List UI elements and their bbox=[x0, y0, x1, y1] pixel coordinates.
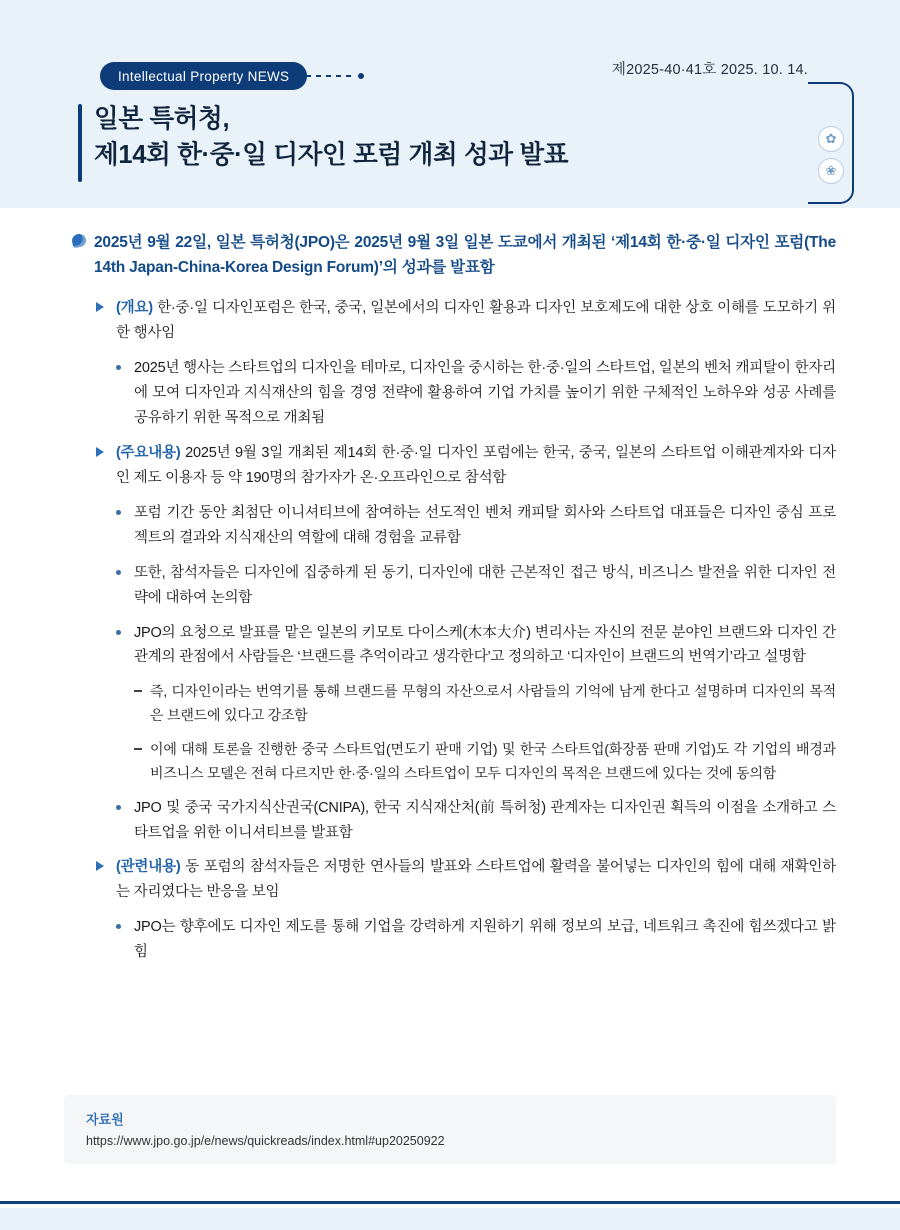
list-item bbox=[72, 230, 836, 280]
dot-icon bbox=[116, 796, 134, 810]
blue-ball-icon bbox=[72, 230, 94, 247]
list-item bbox=[134, 738, 836, 786]
list-item-label: (주요내용) bbox=[116, 444, 181, 461]
list-item bbox=[96, 441, 836, 491]
list-item-text: 포럼 기간 동안 최첨단 이니셔티브에 참여하는 선도적인 벤처 캐피탈 회사와 스타트업 대표들은 디자인 중심 프로젝트의 결과와 지식재산의 역할에 대해 경험을 교류함 bbox=[134, 504, 836, 546]
page-title-line1: 일본 특허청, bbox=[94, 105, 230, 133]
dash-icon bbox=[134, 680, 150, 692]
list-item-text bbox=[116, 441, 836, 491]
news-badge: Intellectual Property NEWS bbox=[100, 62, 307, 90]
dot-icon bbox=[116, 621, 134, 635]
dot-icon bbox=[116, 561, 134, 575]
list-item-body: 동 포럼의 참석자들은 저명한 연사들의 발표와 스타트업에 활력을 불어넣는 디자인의 힘에 대해 재확인하는 자리였다는 반응을 보임 bbox=[116, 859, 836, 901]
footer-rule bbox=[0, 1201, 900, 1204]
list-item bbox=[116, 561, 836, 611]
list-item-text: 즉, 디자인이라는 번역기를 통해 브랜드를 무형의 자산으로서 사람들의 기억에 남게 한다고 설명하며 디자인의 목적은 브랜드에 있다고 강조함 bbox=[150, 683, 836, 724]
list-item-text: 이에 대해 토론을 진행한 중국 스타트업(면도기 판매 기업) 및 한국 스타트업(화장품 판매 기업)도 각 기업의 배경과 비즈니스 모델은 전혀 다르지만 한·중·일의 스타트업이 모두 디자인의 목적은 브랜드에 있다는 것에 동의함 bbox=[150, 741, 836, 781]
list-item-body: 2025년 9월 3일 개최된 제14회 한·중·일 디자인 포럼에는 한국, 중국, 일본의 스타트업 이해관계자와 디자인 제도 이용자 등 약 190명의 참가자가 온·오프라인으로 참석함 bbox=[116, 444, 836, 486]
triangle-icon bbox=[96, 296, 116, 312]
list-item bbox=[116, 796, 836, 846]
list-item bbox=[116, 915, 836, 965]
list-item-text: 또한, 참석자들은 디자인에 집중하게 된 동기, 디자인에 대한 근본적인 접근 방식, 비즈니스 발전을 위한 디자인 전략에 대하여 논의함 bbox=[134, 564, 836, 606]
flower-icon: ❀ bbox=[818, 158, 844, 184]
dot-end-icon bbox=[358, 73, 364, 79]
dot-icon bbox=[116, 915, 134, 929]
list-item bbox=[116, 501, 836, 551]
list-item bbox=[116, 356, 836, 431]
dot-icon bbox=[116, 356, 134, 370]
header-inner bbox=[0, 0, 900, 208]
article-body bbox=[0, 230, 900, 975]
header-band bbox=[0, 0, 900, 208]
page-title-line2: 제14회 한·중·일 디자인 포럼 개최 성과 발표 bbox=[94, 141, 569, 170]
list-item bbox=[96, 855, 836, 905]
dotted-line bbox=[306, 75, 356, 77]
title-accent-bar bbox=[78, 104, 82, 182]
page-title bbox=[94, 101, 568, 173]
triangle-icon bbox=[96, 855, 116, 871]
source-box bbox=[64, 1095, 836, 1164]
dash-icon bbox=[134, 738, 150, 750]
list-item-body: 한·중·일 디자인포럼은 한국, 중국, 일본에서의 디자인 활용과 디자인 보호제도에 대한 상호 이해를 도모하기 위한 행사임 bbox=[116, 300, 836, 342]
list-item-label: (개요) bbox=[116, 300, 153, 317]
list-item-text: 2025년 9월 22일, 일본 특허청(JPO)은 2025년 9월 3일 일본 도쿄에서 개최된 ‘제14회 한·중·일 디자인 포럼(The 14th Japan-China-Korea Design Forum)’의 성과를 발표함 bbox=[94, 234, 836, 277]
list-item bbox=[134, 680, 836, 728]
source-title: 자료원 bbox=[86, 1112, 124, 1127]
list-item-text: 2025년 행사는 스타트업의 디자인을 테마로, 디자인을 중시하는 한·중·일의 스타트업, 일본의 벤처 캐피탈이 한자리에 모여 디자인과 지식재산의 힘을 경영 전략에 활용하여 기업 가치를 높이기 위한 구체적인 노하우와 성공 사례를 공유하기 위한 목적으로 개최됨 bbox=[134, 360, 836, 426]
issue-date: 제2025-40·41호 2025. 10. 14. bbox=[611, 62, 808, 78]
footer-band bbox=[0, 1208, 900, 1230]
list-item-text bbox=[116, 296, 836, 346]
list-item-text: JPO 및 중국 국가지식산권국(CNIPA), 한국 지식재산처(前 특허청) 관계자는 디자인권 획득의 이점을 소개하고 스타트업을 위한 이니셔티브를 발표함 bbox=[134, 799, 836, 841]
list-item-text: JPO의 요청으로 발표를 맡은 일본의 키모토 다이스케(木本大介) 변리사는 자신의 전문 분야인 브랜드와 디자인 간 관계의 관점에서 사람들은 ‘브랜드를 추억이라고 생각한다’고 정의하고 ‘디자인이 브랜드의 번역기’라고 설명함 bbox=[134, 624, 836, 666]
list-item bbox=[96, 296, 836, 346]
list-item-text bbox=[116, 855, 836, 905]
flower-icon: ✿ bbox=[818, 126, 844, 152]
badge-dotted-connector bbox=[306, 75, 364, 77]
list-item-label: (관련내용) bbox=[116, 859, 181, 876]
triangle-icon bbox=[96, 441, 116, 457]
list-item-text: JPO는 향후에도 디자인 제도를 통해 기업을 강력하게 지원하기 위해 정보의 보급, 네트워크 촉진에 힘쓰겠다고 밝힘 bbox=[134, 919, 836, 961]
dot-icon bbox=[116, 501, 134, 515]
source-url[interactable]: https://www.jpo.go.jp/e/news/quickreads/index.html#up20250922 bbox=[86, 1134, 445, 1148]
list-item bbox=[116, 621, 836, 671]
